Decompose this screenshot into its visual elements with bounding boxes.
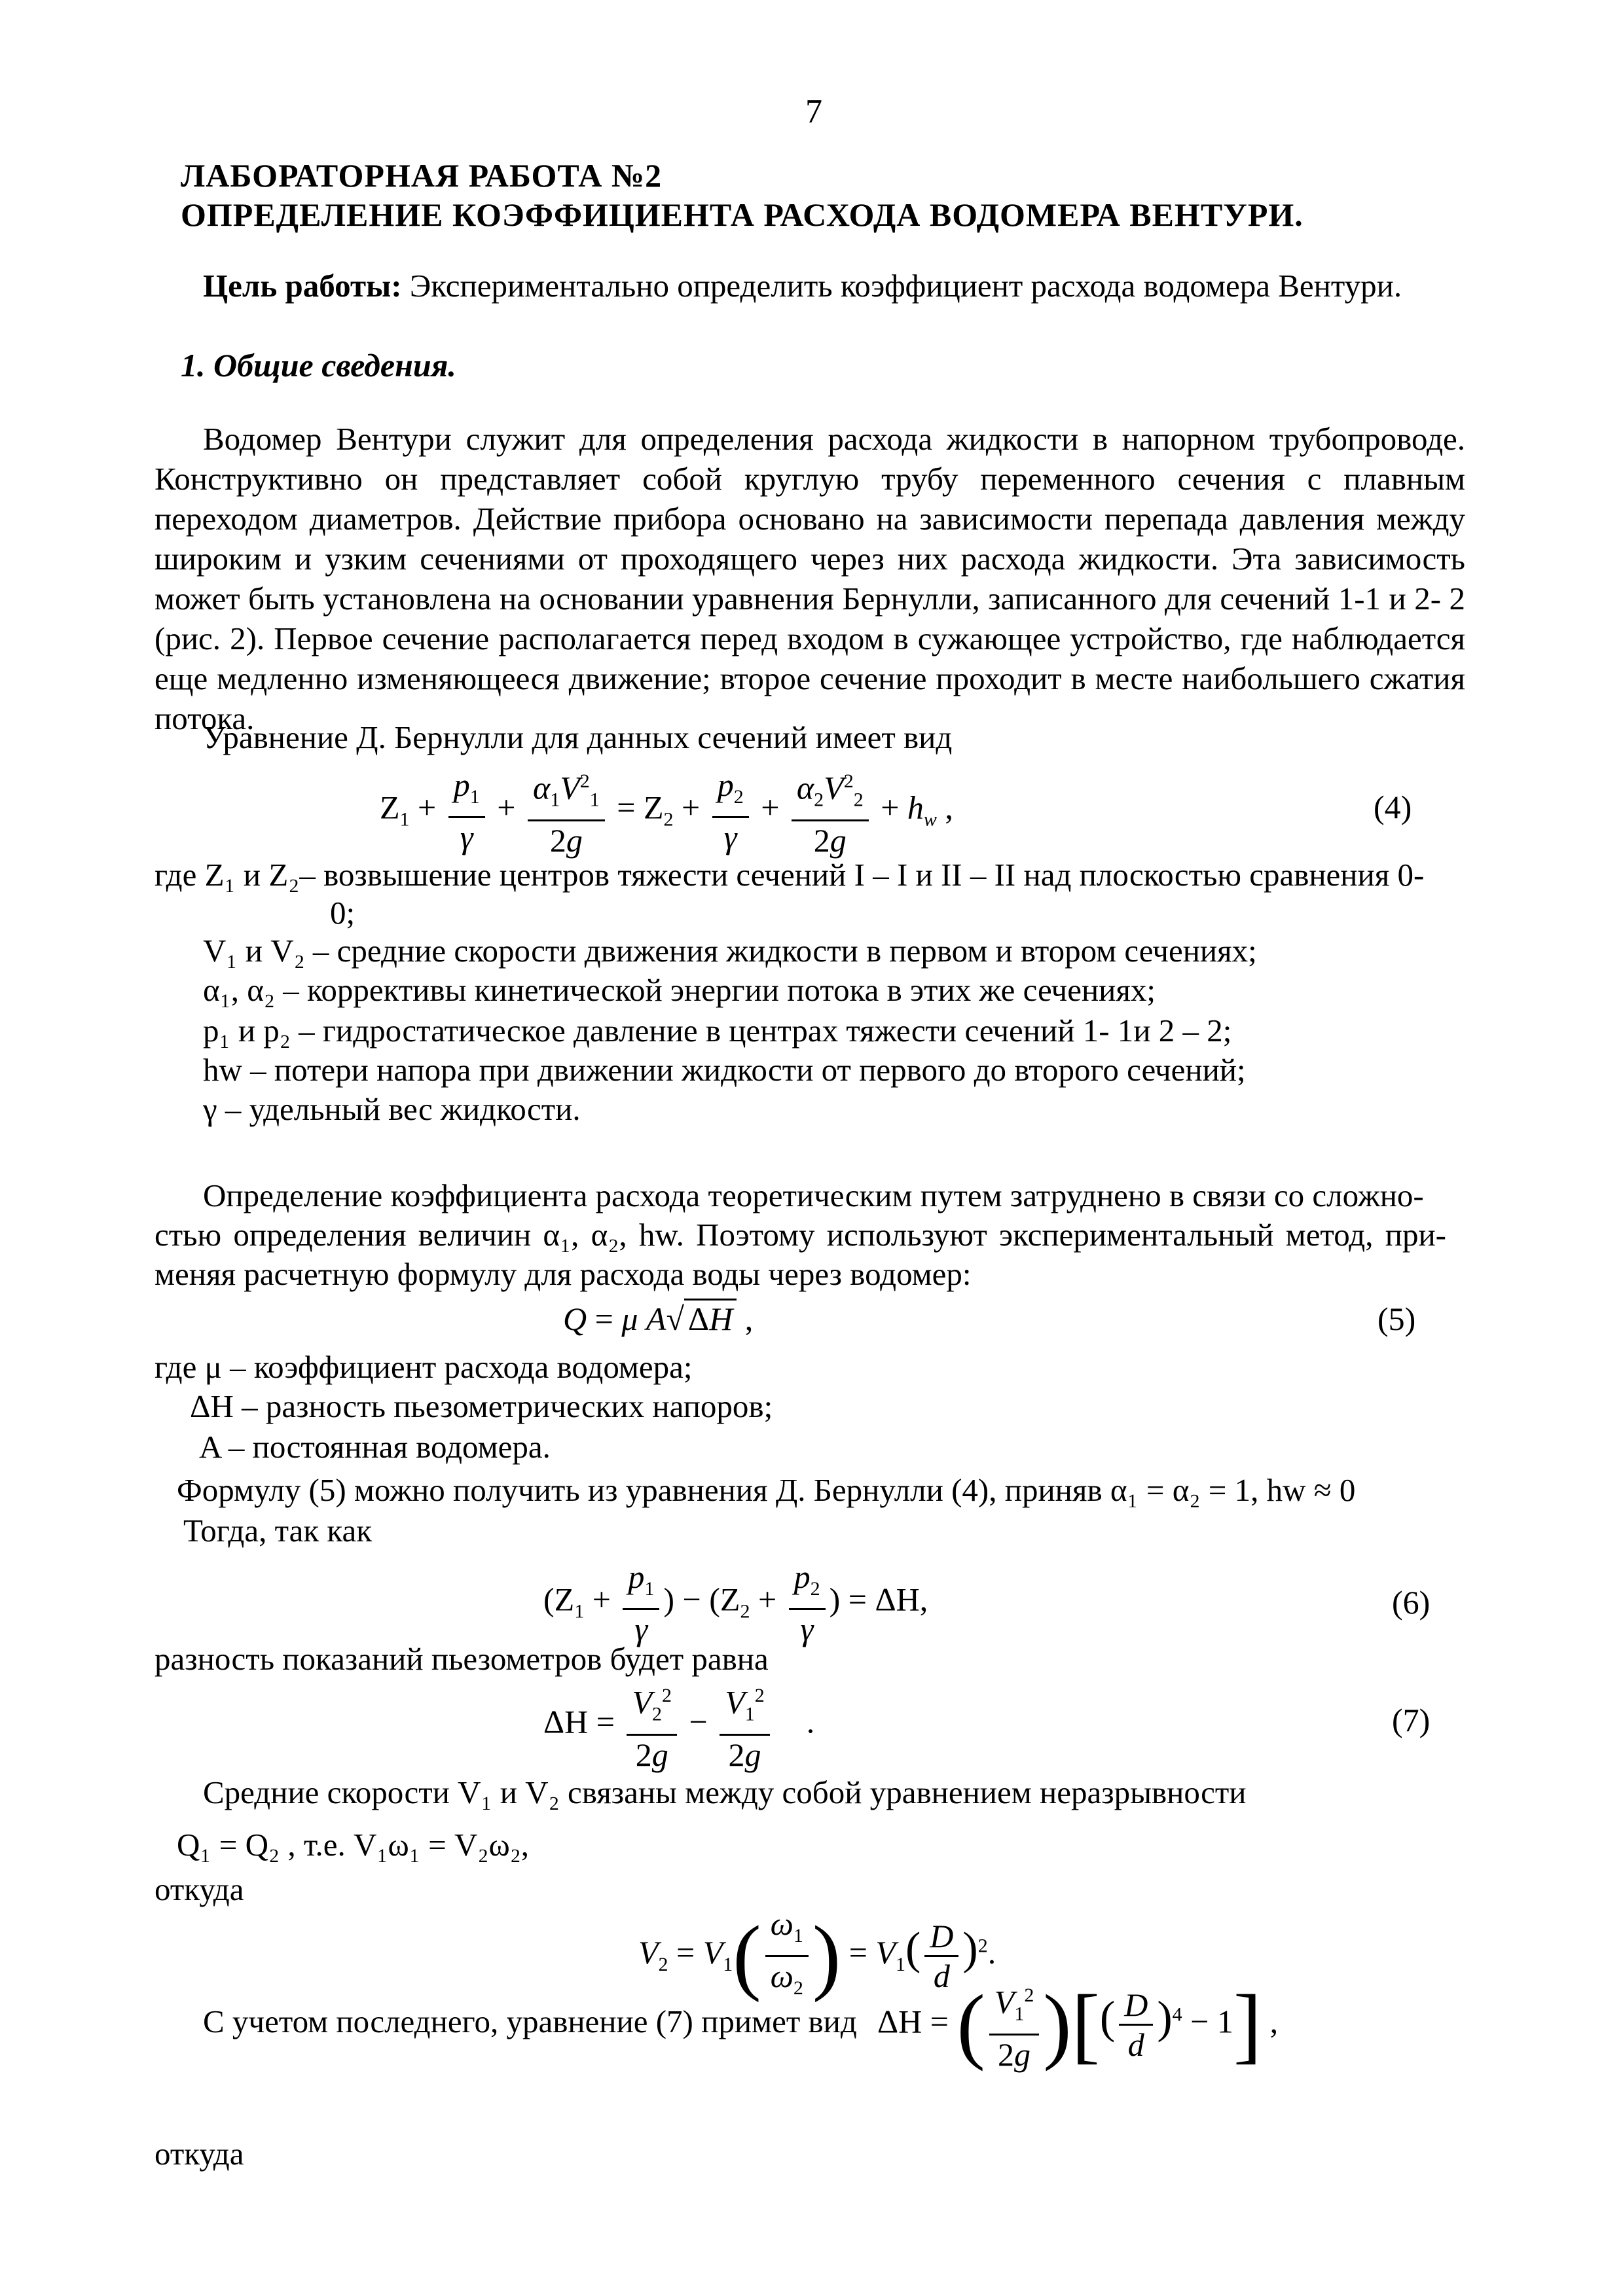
def-mu: где μ – коэффициент расхода водомера; [155, 1349, 693, 1385]
equation-number-6: (6) [1392, 1584, 1431, 1621]
equation-dh-final: ΔH = ( $\frac{V_1^2}{2g}$ )[( $\frac{D}{d}$ )$^4$ − 1] , [877, 1977, 1279, 2073]
equation-5: Q = μ A√ ΔH , [563, 1299, 753, 1338]
given-last-text: С учетом последнего, уравнение (7) примет вид [203, 2003, 857, 2039]
piezo-text: разность показаний пьезометров будет равна [155, 1641, 769, 1677]
section-title: 1. Общие сведения. [181, 347, 456, 384]
method-line-1: Определение коэффициента расхода теоретическим путем затруднено в связи со сложно- [203, 1177, 1424, 1213]
def-dh: ΔH – разность пьезометрических напоров; [190, 1388, 773, 1424]
whence-1: откуда [155, 1871, 244, 1907]
method-line-3: меняя расчетную формулу для расхода воды через водомер: [155, 1256, 972, 1292]
lab-title: ЛАБОРАТОРНАЯ РАБОТА №2 [181, 157, 663, 194]
whence-2: откуда [155, 2136, 244, 2172]
method-line-2: стью определения величин α₁, α₂, hw. Поэтому используют экспериментальный метод, при- [155, 1217, 1446, 1253]
def-alpha: α₁, α₂ – коррективы кинетической энергии потока в этих же сечениях; [203, 972, 1156, 1008]
page-number: 7 [805, 93, 822, 130]
then-text: Тогда, так как [183, 1513, 373, 1549]
bernoulli-intro: Уравнение Д. Бернулли для данных сечений имеет вид [203, 719, 953, 755]
def-z: где Z₁ и Z₂– возвышение центров тяжести сечений I – I и II – II над плоскостью сравнения 0- [155, 857, 1425, 893]
goal-label: Цель работы: [203, 268, 402, 304]
equation-4: $Z_1$ + $\frac{p_1}{\gamma}$ + $\frac{\alpha_1V^2_1}{2g}$ = $Z_2$ + $\frac{p_2}{\gamma}$ + $\frac{\alpha_2V^2_2}{2g}$ + $h_w$ , [380, 762, 953, 859]
velocities-text: Средние скорости V₁ и V₂ связаны между собой уравнением неразрывности [203, 1774, 1247, 1810]
subject-title: ОПРЕДЕЛЕНИЕ КОЭФФИЦИЕНТА РАСХОДА ВОДОМЕРА ВЕНТУРИ. [181, 196, 1304, 233]
goal-line [203, 267, 1402, 306]
equation-number-5: (5) [1377, 1300, 1416, 1337]
def-z-cont: 0; [330, 895, 356, 931]
intro-paragraph: Водомер Вентури служит для определения расхода жидкости в напорном трубопроводе. Конструктивно он представляет собой круглую трубу переменного сечения с плавным переходом диаметров. Действие прибора основано на зависимости перепада давления между широким и узким сечениями от проходящего через них расхода жидкости. Эта зависимость может быть установлена на основании уравнения Бернулли, записанного для сечений 1-1 и 2- 2 (рис. 2). Первое сечение располагается перед входом в сужающее устройство, где наблюдается еще медленно изменяющееся движение; второе сечение проходит в месте наибольшего сжатия потока. [155, 421, 1465, 736]
continuity-text: Q₁ = Q₂ , т.е. V₁ω₁ = V₂ω₂, [177, 1827, 530, 1863]
equation-number-7: (7) [1392, 1702, 1431, 1738]
def-a: A – постоянная водомера. [199, 1429, 551, 1465]
formula5-derivation: Формулу (5) можно получить из уравнения Д. Бернулли (4), приняв α₁ = α₂ = 1, hw ≈ 0 [177, 1472, 1356, 1508]
equation-number-4: (4) [1374, 789, 1412, 825]
equation-6: ($Z_1$ + $\frac{p_1}{\gamma}$ ) − ($Z_2$ + $\frac{p_2}{\gamma}$ ) = ΔH, [543, 1558, 928, 1647]
def-v: V₁ и V₂ – средние скорости движения жидкости в первом и втором сечениях; [203, 933, 1257, 969]
equation-7: ΔH = $\frac{V_2^2}{2g}$ − $\frac{V_1^2}{2g}$ . [543, 1677, 814, 1774]
goal-text: Экспериментально определить коэффициент расхода водомера Вентури. [401, 268, 1402, 304]
equation-v2: $V_2 = V_1$( $\frac{\omega_1}{\omega_2}$ ) = $V_1$( $\frac{D}{d}$ )$^2$. [638, 1905, 996, 2003]
def-hw: hw – потери напора при движении жидкости от первого до второго сечений; [203, 1052, 1246, 1088]
def-gamma: γ – удельный вес жидкости. [203, 1091, 581, 1127]
def-p: p₁ и p₂ – гидростатическое давление в центрах тяжести сечений 1- 1и 2 – 2; [203, 1013, 1232, 1049]
